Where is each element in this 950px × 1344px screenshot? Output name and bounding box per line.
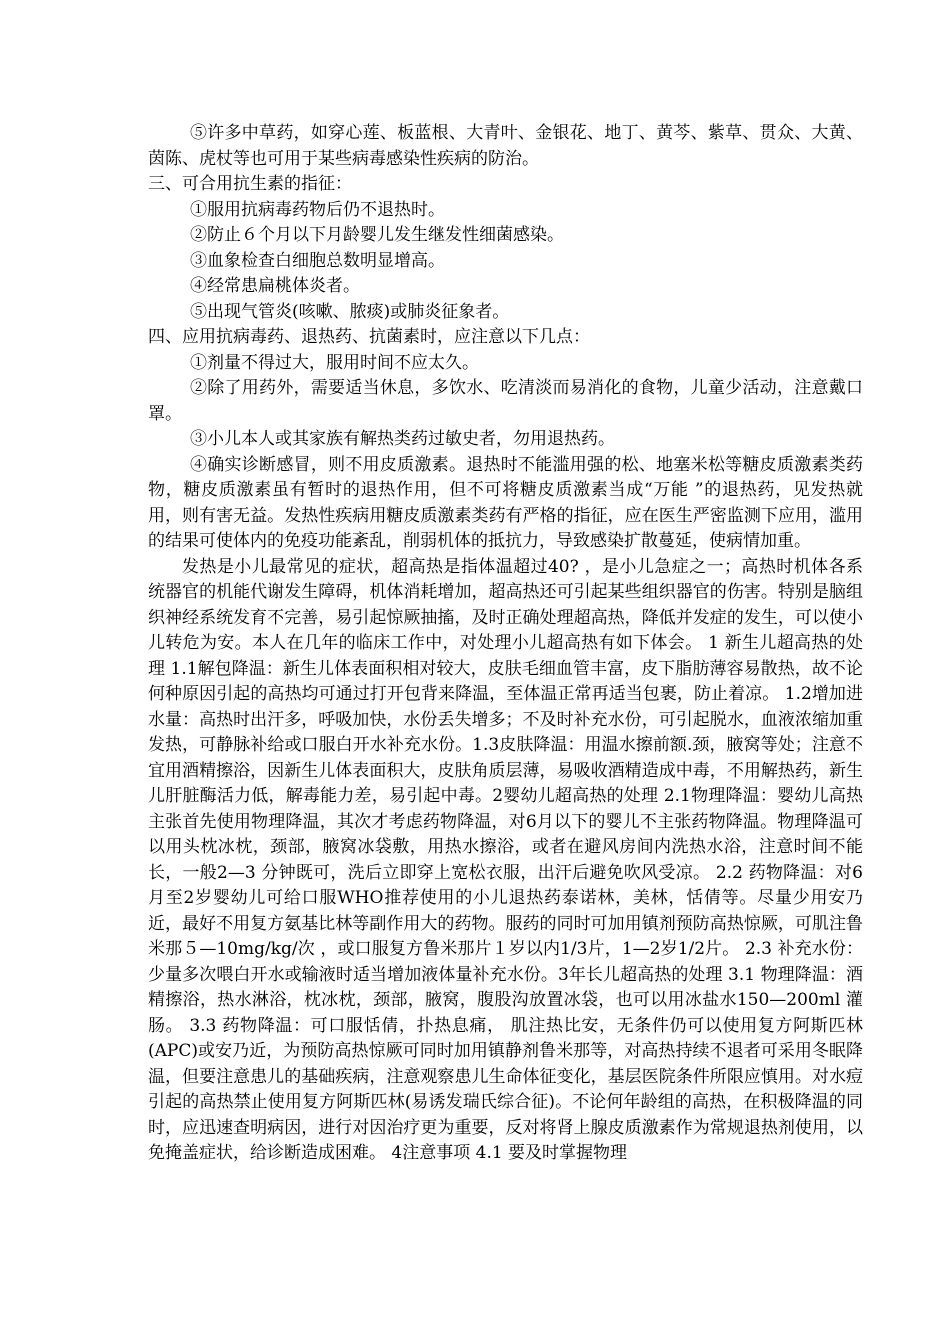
list-item-antibiotic-4: ④经常患扁桃体炎者。 [190,276,360,296]
list-item-antibiotic-1: ①服用抗病毒药物后仍不退热时。 [190,199,445,220]
list-item-antibiotic-3: ③血象检查白细胞总数明显增高。 [190,250,445,271]
list-item-precaution-2: ②除了用药外，需要适当休息，多饮水、吃清淡而易消化的食物，儿童少活动，注意戴口罩。 [148,378,863,424]
document-body [148,121,863,1167]
list-item-precaution-3: ③小儿本人或其家族有解热类药过敏史者，勿用退热药。 [190,429,615,449]
section-heading-precautions: 四、应用抗病毒药、退热药、抗菌素时，应注意以下几点： [148,327,590,347]
list-item-antibiotic-2: ②防止６个月以下月龄婴儿发生继发性细菌感染。 [190,225,564,245]
paragraph-hyperthermia: 发热是小儿最常见的症状，超高热是指体温超过40? ，是小儿急症之一；高热时机体各系统器官的机能代谢发生障碍，机体消耗增加，超高热还可引起某些组织器官的伤害。特别是脑组织神经系统发育不完善，易引起惊厥抽搐，及时正确处理超高热，降低并发症的发生，可以使小儿转危为安。本人在几年的临床工作中，对处理小儿超高热有如下体会。 1 新生儿超高热的处理 1.1解包降温：新生儿体表面积相对较大，皮肤毛细血管丰富，皮下脂肪薄容易散热，故不论何种原因引起的高热均可通过打开包背来降温，至体温正常再适当包裹，防止着凉。 1.2增加进水量：高热时出汗多，呼吸加快，水份丢失增多；不及时补充水份，可引起脱水，血液浓缩加重发热，可静脉补给或口服白开水补充水份。1.3皮肤降温：用温水擦前额.颈，腋窝等处；注意不宜用酒精擦浴，因新生儿体表面积大，皮肤角质层薄，易吸收酒精造成中毒，不用解热药，新生儿肝脏酶活力低，解毒能力差，易引起中毒。2婴幼儿超高热的处理 2.1物理降温：婴幼儿高热主张首先使用物理降温，其次才考虑药物降温，对6月以下的婴儿不主张药物降温。物理降温可以用头枕冰枕，颈部，腋窝冰袋敷，用热水擦浴，或者在避风房间内洗热水浴，注意时间不能长，一般2—3 分钟既可，洗后立即穿上宽松衣服，出汗后避免吹风受凉。 2.2 药物降温：对6月至2岁婴幼儿可给口服WHO推荐使用的小儿退热药泰诺林，美林，恬倩等。尽量少用安乃近，最好不用复方氨基比林等副作用大的药物。服药的同时可加用镇剂预防高热惊厥，可肌注鲁米那５—10mg/kg/次 ，或口服复方鲁米那片１岁以内1/3片，1—2岁1/2片。 2.3 补充水份：少量多次喂白开水或输液时适当增加液体量补充水份。3年长儿超高热的处理 3.1 物理降温：酒精擦浴，热水淋浴，枕冰枕，颈部，腋窝，腹股沟放置冰袋，也可以用冰盐水150—200ml 灌肠。 3.3 药物降温：可口服恬倩，扑热息痛， 肌注热比安，无条件仍可以使用复方阿斯匹林(APC)或安乃近，为预防高热惊厥可同时加用镇静剂鲁米那等，对高热持续不退者可采用冬眠降温，但要注意患儿的基础疾病，注意观察患儿生命体征变化，基层医院条件所限应慎用。对水痘引起的高热禁止使用复方阿斯匹林(易诱发瑞氏综合征)。不论何年龄组的高热，在积极降温的同时，应迅速查明病因，进行对因治疗更为重要，反对将肾上腺皮质激素作为常规退热剂使用，以免掩盖症状，给诊断造成困难。 4注意事项 4.1 要及时掌握物理 [148,556,863,1163]
section-heading-antibiotic-indications: 三、可合用抗生素的指征： [148,174,352,194]
paragraph-herbal-medicine: ⑤许多中草药，如穿心莲、板蓝根、大青叶、金银花、地丁、黄芩、紫草、贯众、大黄、茵陈、虎杖等也可用于某些病毒感染性疾病的防治。 [148,123,863,169]
list-item-precaution-4: ④确实诊断感冒，则不用皮质激素。退热时不能滥用强的松、地塞米松等糖皮质激素类药物，糖皮质激素虽有暂时的退热作用，但不可将糖皮质激素当成“万能 ”的退热药，见发热就用，则有害无益。发热性疾病用糖皮质激素类药有严格的指征，应在医生严密监测下应用，滥用的结果可使体内的免疫功能紊乱，削弱机体的抵抗力，导致感染扩散蔓延，使病情加重。 [148,454,863,551]
list-item-precaution-1: ①剂量不得过大，服用时间不应太久。 [190,352,479,373]
list-item-antibiotic-5: ⑤出现气管炎(咳嗽、脓痰)或肺炎征象者。 [190,301,510,322]
